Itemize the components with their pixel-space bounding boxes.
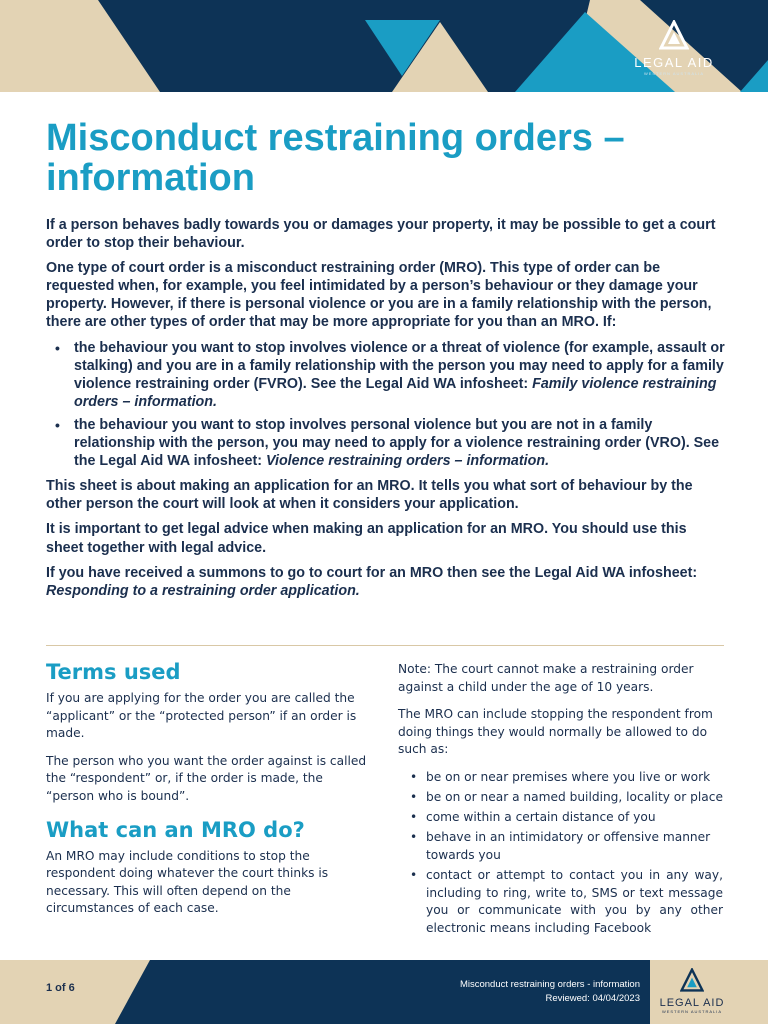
intro-paragraph: One type of court order is a misconduct restraining order (MRO). This type of order can be requested when, for example, you feel intimidated by a person’s behaviour or they damage your property. However, if there is personal violence or you are in a family relationship with the person, there are other types of order that may be more appropriate for you than an MRO. If: — [46, 260, 712, 331]
terms-paragraph: The person who you want the order against is called the “respondent” or, if the order is made, the “person who is bound”. — [46, 753, 367, 803]
intro-bullet — [74, 416, 726, 470]
intro-bullet-list — [46, 339, 726, 471]
terms-paragraph: If you are applying for the order you are called the “applicant” or the “protected person” if an order is made. — [46, 691, 357, 741]
legal-aid-logo-icon — [659, 20, 689, 50]
section-divider — [46, 645, 724, 646]
list-item: • behave in an intimidatory or offensive manner towards you — [426, 829, 723, 864]
list-item: • be on or near a named building, locality or place — [426, 789, 723, 807]
mro-conditions-list — [398, 769, 723, 937]
footer-reviewed-date: Reviewed: 04/04/2023 — [545, 993, 640, 1004]
what-can-mro-do-heading: What can an MRO do? — [46, 817, 305, 842]
mro-conditions-paragraph: The MRO can include stopping the respondent from doing things they would normally be allowed to do such as: — [398, 707, 713, 757]
list-item: • come within a certain distance of you — [426, 809, 723, 827]
intro-section — [46, 216, 726, 607]
bullet-text: the behaviour you want to stop involves violence or a threat of violence (for example, assault or stalking) and you are in a family relationship with the person you may need to apply for a family violence restraining order (FVRO). See the Legal Aid WA infosheet: — [74, 339, 725, 392]
footer-legal-aid-logo — [656, 968, 728, 1014]
footer-info — [460, 978, 640, 1006]
terms-used-heading: Terms used — [46, 660, 181, 684]
page-title: Misconduct restraining orders – information — [46, 117, 625, 199]
bullet-text: the behaviour you want to stop involves personal violence but you are not in a family relationship with the person, you may need to apply for a violence restraining order (VRO). See the Legal Aid WA infosheet: — [74, 416, 720, 470]
left-column — [46, 658, 371, 928]
legal-aid-logo — [624, 20, 724, 76]
intro-paragraph: If a person behaves badly towards you or damages your property, it may be possible to get a court order to stop their behaviour. — [46, 217, 716, 252]
intro-paragraph: This sheet is about making an application for an MRO. It tells you what sort of behaviour by the other person the court will look at when it considers your application. — [46, 478, 693, 513]
footer-doc-title: Misconduct restraining orders - information — [459, 979, 640, 990]
footer-banner — [0, 960, 768, 1024]
intro-bullet — [74, 339, 726, 411]
logo-text: LEGAL AID — [634, 55, 714, 70]
footer-logo-subtext: WESTERN AUSTRALIA — [661, 1009, 723, 1014]
list-item: • contact or attempt to contact you in any way, including to ring, write to, SMS or text message you or communicate with you by any other electronic means including Facebook — [426, 867, 723, 937]
infosheet-reference: Family violence restraining orders – information. — [74, 375, 717, 410]
footer-logo-text: LEGAL AID — [659, 997, 725, 1009]
what-paragraph: An MRO may include conditions to stop the respondent doing whatever the court thinks is necessary. This will often depend on the circumstances of each case. — [46, 848, 329, 916]
intro-paragraph: It is important to get legal advice when making an application for an MRO. You should use this sheet together with legal advice. — [46, 521, 687, 556]
list-item: • be on or near premises where you live or work — [426, 769, 723, 787]
note-paragraph: Note: The court cannot make a restraining order against a child under the age of 10 years. — [398, 662, 694, 694]
intro-paragraph — [46, 564, 726, 600]
infosheet-reference: Responding to a restraining order application. — [46, 582, 360, 599]
right-column — [398, 661, 723, 940]
legal-aid-logo-icon — [680, 968, 704, 992]
footer-decoration — [0, 960, 768, 1024]
logo-subtext: WESTERN AUSTRALIA — [643, 71, 705, 76]
page-number: 1 of 6 — [46, 982, 75, 994]
paragraph-text: If you have received a summons to go to court for an MRO then see the Legal Aid WA infosheet: — [46, 564, 698, 581]
infosheet-reference: Violence restraining orders – information. — [265, 453, 550, 470]
